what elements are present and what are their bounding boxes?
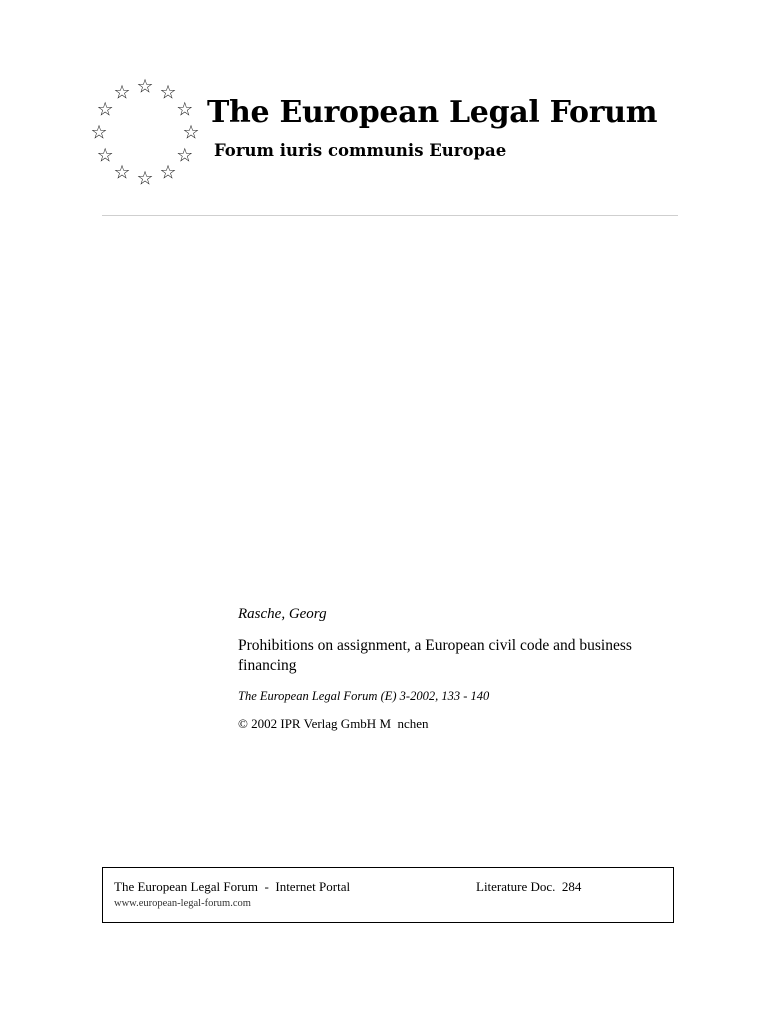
star-icon: ☆ [176, 144, 194, 167]
article-title: Prohibitions on assignment, a European civil code and business financing [238, 637, 632, 674]
footer-url-link[interactable]: www.european-legal-forum.com [114, 898, 251, 909]
article-author: Rasche, Georg [238, 606, 327, 622]
star-icon: ☆ [90, 121, 108, 144]
star-icon: ☆ [136, 75, 154, 98]
article-citation: The European Legal Forum (E) 3-2002, 133 - 140 [238, 689, 490, 703]
copyright-notice: © 2002 IPR Verlag GmbH M nchen [238, 716, 429, 731]
star-icon: ☆ [96, 144, 114, 167]
star-icon: ☆ [113, 81, 131, 104]
star-icon: ☆ [159, 161, 177, 184]
header-divider [102, 215, 678, 216]
star-icon: ☆ [113, 161, 131, 184]
star-icon: ☆ [182, 121, 200, 144]
footer-portal-label: The European Legal Forum - Internet Portal [114, 879, 351, 894]
footer-box [102, 867, 674, 923]
footer-doc-number: Literature Doc. 284 [476, 879, 582, 894]
star-icon: ☆ [136, 167, 154, 190]
journal-title: The European Legal Forum [207, 95, 658, 130]
star-icon: ☆ [96, 98, 114, 121]
star-icon: ☆ [159, 81, 177, 104]
journal-subtitle: Forum iuris communis Europae [214, 141, 507, 160]
eu-star-circle-icon [90, 75, 200, 190]
star-icon: ☆ [176, 98, 194, 121]
